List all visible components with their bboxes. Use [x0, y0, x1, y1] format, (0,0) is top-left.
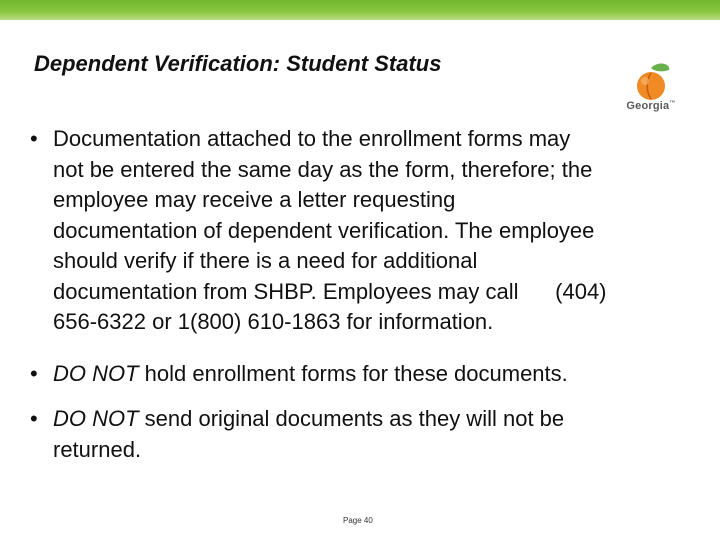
bullet-text: Documentation attached to the enrollment forms may not be entered the same day as the form, therefore; the employee may receive a letter requesting documentation of dependent verification. The employee should verify if there is a need for additional documentation from SHBP. Employees may call (404) 656-6322 or 1(800) 610-1863 for information.	[53, 126, 607, 334]
georgia-logo	[615, 62, 687, 120]
page-number: Page 40	[343, 516, 373, 525]
bullet-text: DO NOT hold enrollment forms for these documents.	[53, 361, 568, 386]
bullet-text: DO NOT send original documents as they will not be returned.	[53, 406, 565, 462]
bullet-marker: •	[30, 406, 38, 431]
peach-icon	[615, 62, 687, 102]
logo-text: Georgia™	[626, 100, 676, 112]
top-accent-bar	[0, 0, 720, 20]
slide-title: Dependent Verification: Student Status	[34, 51, 442, 76]
bullet-marker: •	[30, 126, 38, 151]
bullet-marker: •	[30, 361, 38, 386]
